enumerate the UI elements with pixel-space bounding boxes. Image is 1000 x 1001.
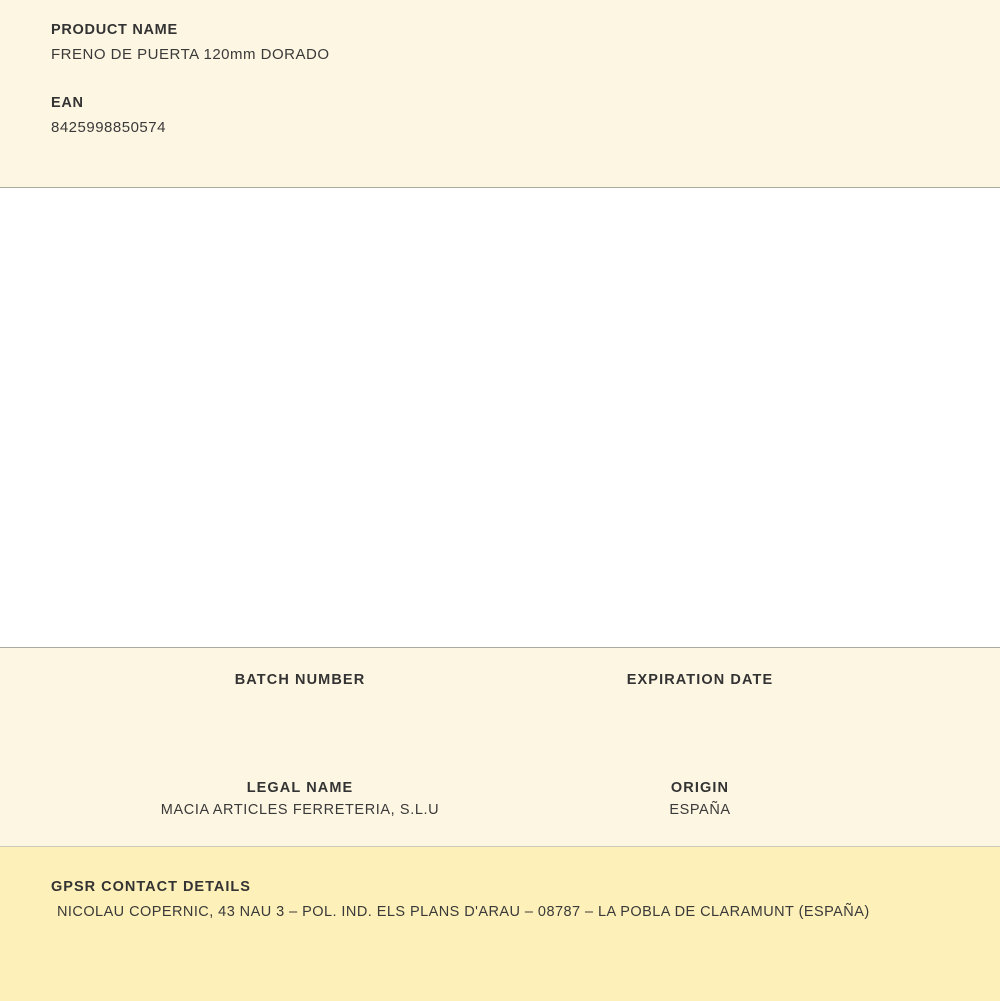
details-row-legal-origin (0, 712, 1000, 820)
product-name-value: FRENO DE PUERTA 120mm DORADO (51, 46, 330, 63)
batch-number-label: BATCH NUMBER (234, 672, 366, 688)
origin-field (500, 780, 900, 820)
legal-name-value: MACIA ARTICLES FERRETERIA, S.L.U (160, 802, 440, 818)
ean-label: EAN (51, 95, 84, 111)
expiration-date-label: EXPIRATION DATE (626, 672, 774, 688)
product-details-block (0, 648, 1000, 847)
ean-value: 8425998850574 (51, 119, 166, 136)
field-spacer (0, 63, 1000, 95)
product-name-field (0, 22, 1000, 63)
legal-name-label: LEGAL NAME (246, 780, 354, 796)
product-name-label: PRODUCT NAME (51, 22, 178, 38)
origin-label: ORIGIN (670, 780, 730, 796)
expiration-date-field (500, 672, 900, 712)
origin-value: ESPAÑA (669, 802, 731, 818)
gpsr-contact-label: GPSR CONTACT DETAILS (51, 879, 251, 895)
batch-number-value (100, 694, 500, 712)
details-row-batch-expiration (0, 648, 1000, 712)
product-header-block (0, 0, 1000, 188)
gpsr-contact-value: NICOLAU COPERNIC, 43 NAU 3 – POL. IND. ELS PLANS D'ARAU – 08787 – LA POBLA DE CLARAMUNT (ESPAÑA) (57, 904, 870, 920)
legal-name-field (100, 780, 500, 820)
expiration-date-value (500, 694, 900, 712)
gpsr-contact-block (0, 847, 1000, 1001)
ean-field (0, 95, 1000, 136)
product-image-area (0, 188, 1000, 648)
batch-number-field (100, 672, 500, 712)
